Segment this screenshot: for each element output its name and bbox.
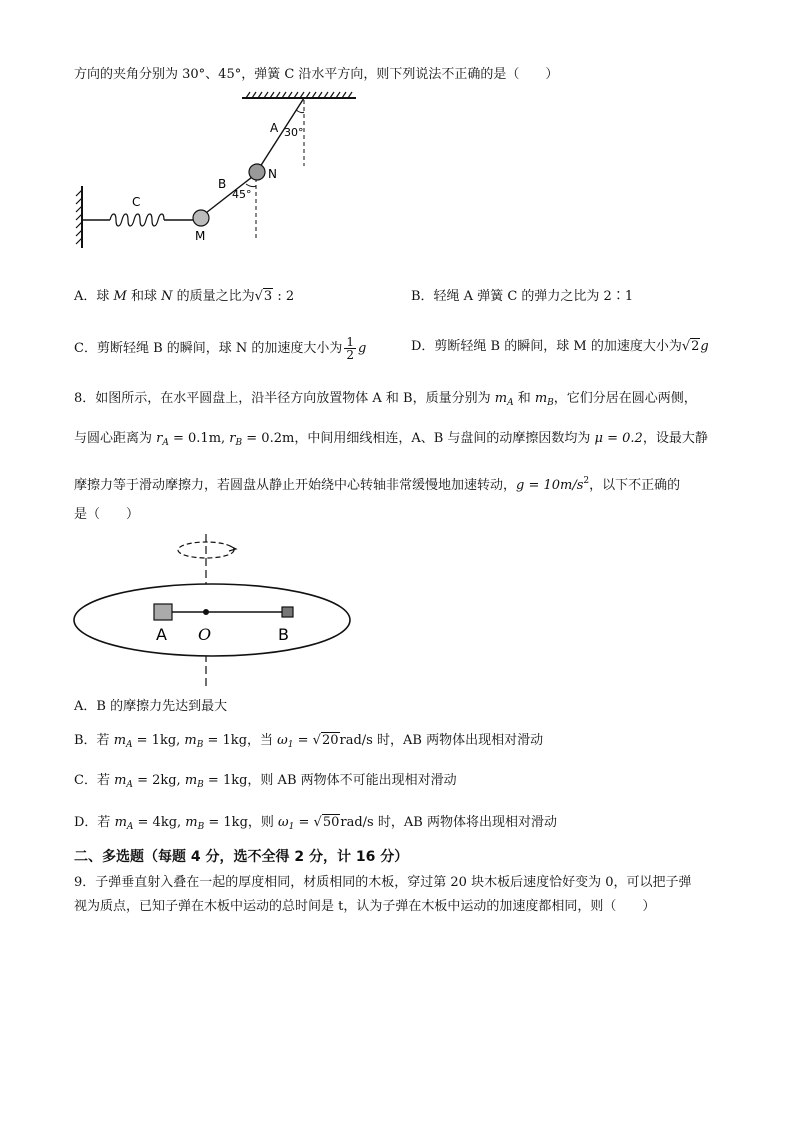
rope-b-label: B	[218, 177, 227, 191]
center-o-label: O	[198, 625, 212, 644]
block-a-label: A	[156, 625, 167, 644]
angle-45-label: 45°	[232, 188, 252, 201]
q8-option-b: B．若 $m_A = 1kg$, $m_B = 1kg$，当 $\omega_1 = √20rad/s$ 时，AB 两物体出现相对滑动	[74, 733, 544, 750]
q8-option-c: C．若 $m_A = 2kg$, $m_B = 1kg$，则 AB 两物体不可能出现相对滑动	[74, 773, 457, 790]
angle-30-label: 30°	[284, 126, 304, 139]
q9-line-1: 9．子弹垂直射入叠在一起的厚度相同，材质相同的木板，穿过第 20 块木板后速度恰好变为 0，可以把子弹	[74, 875, 692, 890]
spring-c-label: C	[132, 195, 141, 209]
q7-figure	[70, 88, 370, 248]
section-heading: 二、多选题（每题 4 分，选不全得 2 分，计 16 分）	[74, 849, 409, 865]
q7-intro: 方向的夹角分别为 30°、45°，弹簧 C 沿水平方向，则下列说法不正确的是（ ）	[74, 67, 559, 82]
q8-line-1: 8．如图所示，在水平圆盘上，沿半径方向放置物体 A 和 B，质量分别为 $m_A$ 和 $m_B$，它们分居在圆心两侧，	[74, 391, 697, 408]
q8-option-d: D．若 $m_A = 4kg$, $m_B = 1kg$，则 $\omega_1 = √50rad/s$ 时，AB 两物体将出现相对滑动	[74, 815, 557, 832]
ball-n-label: N	[268, 167, 277, 181]
ball-m-label: M	[195, 229, 206, 243]
block-b-label: B	[278, 625, 289, 644]
rope-a-label: A	[270, 121, 279, 135]
q8-line-4: 是（ ）	[74, 507, 140, 522]
q8-figure	[70, 530, 360, 696]
q7-option-a: A．球 M 和球 N 的质量之比为√3 : 2	[74, 289, 295, 304]
q7-option-c: C．剪断轻绳 B 的瞬间，球 N 的加速度大小为 $\frac{1}{2}$ g	[74, 335, 367, 362]
q8-option-a: A．B 的摩擦力先达到最大	[74, 699, 228, 714]
q7-option-b: B．轻绳 A 弹簧 C 的弹力之比为 2∶1	[411, 289, 634, 304]
q8-line-2: 与圆心距离为 $r_A = 0.1m$, $r_B = 0.2m$，中间用细线相连，A、B 与盘间的动摩擦因数均为 μ = 0.2，设最大静	[74, 431, 708, 448]
q7-option-d: D．剪断轻绳 B 的瞬间，球 M 的加速度大小为√2g	[411, 339, 709, 354]
q8-line-3: 摩擦力等于滑动摩擦力，若圆盘从静止开始绕中心转轴非常缓慢地加速转动，$g = 10m/s^2$，以下不正确的	[74, 476, 681, 493]
q9-line-2: 视为质点，已知子弹在木板中运动的总时间是 t，认为子弹在木板中运动的加速度都相同，则（ ）	[74, 899, 656, 914]
